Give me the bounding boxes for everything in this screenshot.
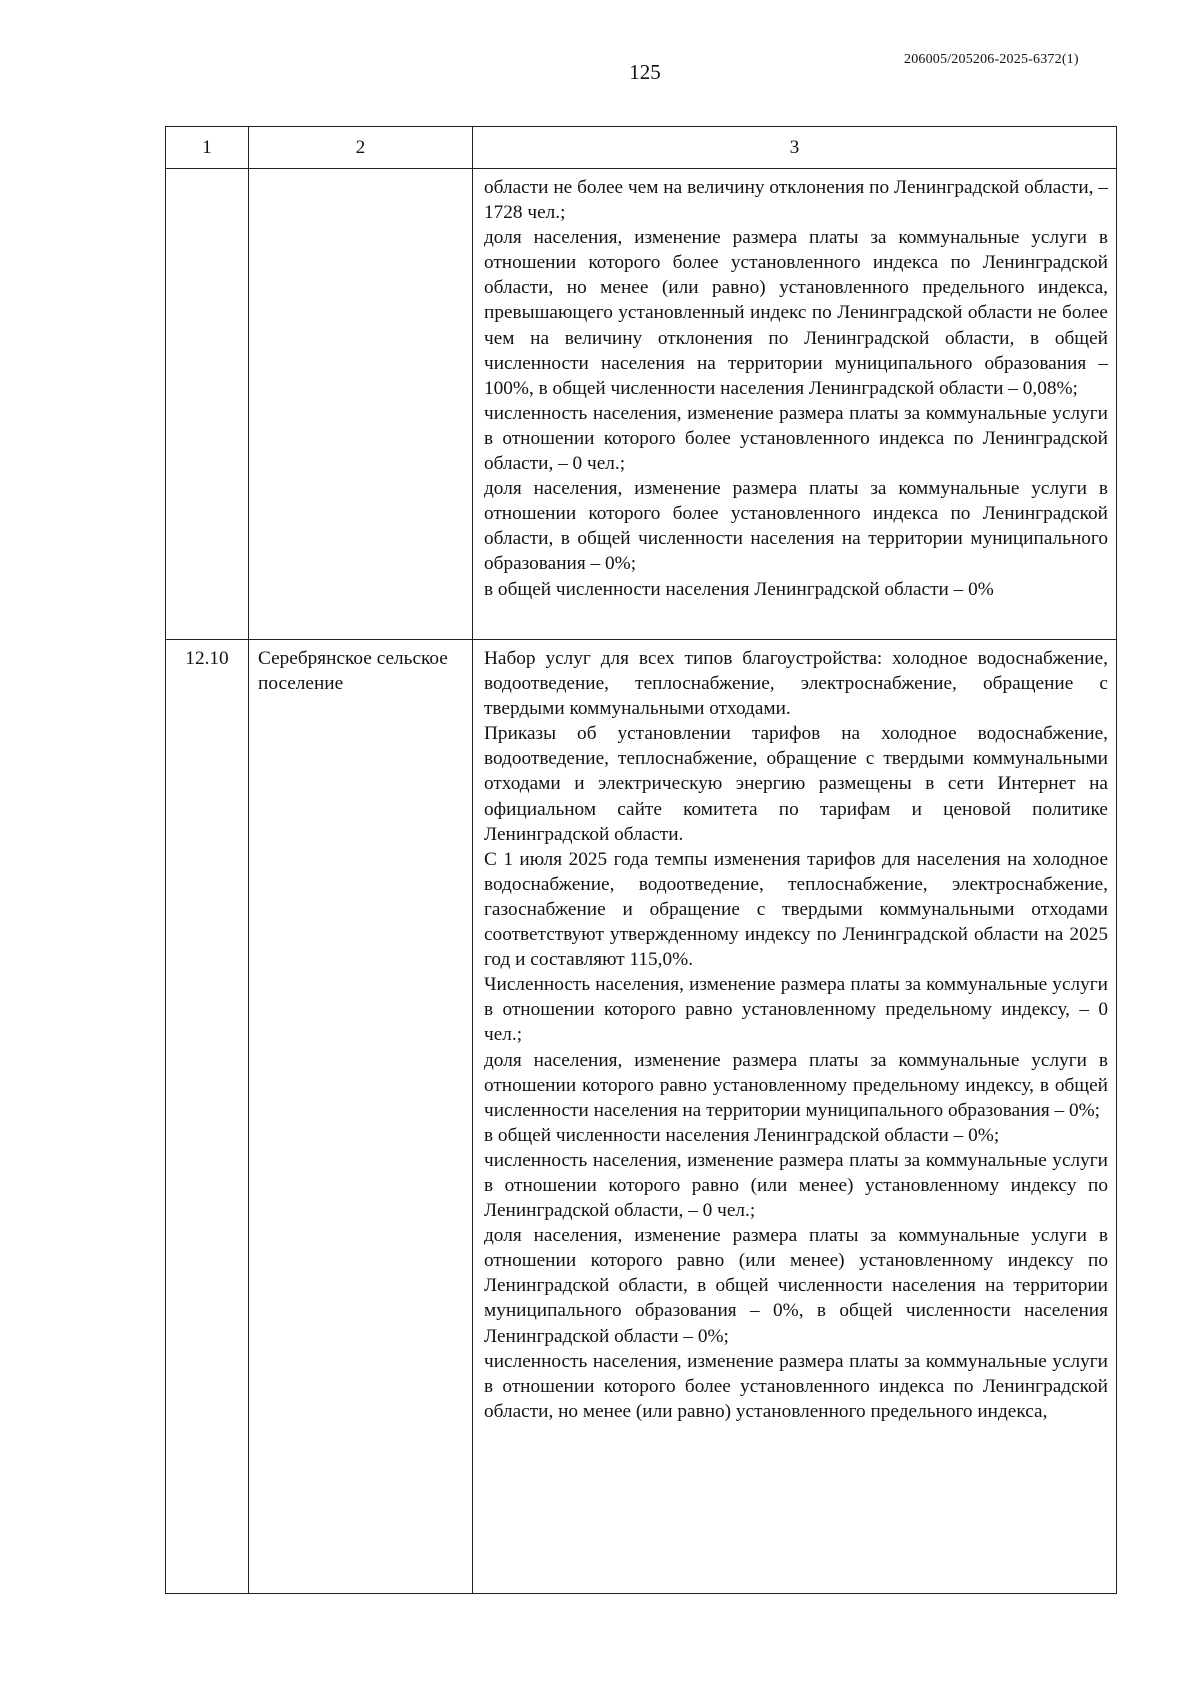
paragraph: доля населения, изменение размера платы за коммунальные услуги в отношении которого более установленного индекса по Ленинградской области, но менее (или равно) установленного предельного индекса, превышающего установленный индекс по Ленинградской области не более чем на величину отклонения по Ленинградской области, в общей численности населения на территории муниципального образования – 100%, в общей численности населения Ленинградской области – 0,08%; bbox=[484, 227, 1108, 399]
column-header-3: 3 bbox=[473, 127, 1117, 169]
paragraph: доля населения, изменение размера платы за коммунальные услуги в отношении которого более установленного индекса по Ленинградской области, в общей численности населения на территории муниципального образования – 0%; bbox=[484, 478, 1108, 575]
table-row bbox=[166, 640, 1117, 1594]
paragraph: численность населения, изменение размера платы за коммунальные услуги в отношении которого более установленного индекса по Ленинградской области, – 0 чел.; bbox=[484, 402, 1108, 475]
settlement-name-cell bbox=[249, 169, 473, 640]
column-header-2: 2 bbox=[249, 127, 473, 169]
column-header-1: 1 bbox=[166, 127, 249, 169]
settlement-name-cell: Серебрянское сельское поселение bbox=[249, 640, 473, 1594]
row-number-cell: 12.10 bbox=[166, 640, 249, 1594]
row-number-cell bbox=[166, 169, 249, 640]
paragraph: в общей численности населения Ленинградской области – 0%; bbox=[484, 1124, 1000, 1146]
paragraph: Набор услуг для всех типов благоустройства: холодное водоснабжение, водоотведение, теплоснабжение, электроснабжение, обращение с твердыми коммунальными отходами. bbox=[484, 648, 1108, 720]
description-cell bbox=[473, 640, 1117, 1594]
description-cell bbox=[473, 169, 1117, 640]
table-row bbox=[166, 169, 1117, 640]
paragraph: доля населения, изменение размера платы за коммунальные услуги в отношении которого равно (или менее) установленному индексу по Ленинградской области, в общей численности населения на территории муниципального образования – 0%, в общей численности населения Ленинградской области – 0%; bbox=[484, 1225, 1108, 1347]
page-number: 125 bbox=[629, 60, 661, 84]
paragraph: в общей численности населения Ленинградской области – 0% bbox=[484, 578, 994, 600]
table-header-row bbox=[166, 127, 1117, 169]
paragraph: области не более чем на величину отклонения по Ленинградской области, – 1728 чел.; bbox=[484, 177, 1108, 224]
paragraph: Приказы об установлении тарифов на холодное водоснабжение, водоотведение, теплоснабжение, обращение с твердыми коммунальными отходами и электрическую энергию размещены в сети Интернет на официальном сайте комитета по тарифам и ценовой политике Ленинградской области. bbox=[484, 723, 1108, 845]
paragraph: С 1 июля 2025 года темпы изменения тарифов для населения на холодное водоснабжение, водоотведение, теплоснабжение, электроснабжение, газоснабжение и обращение с твердыми коммунальными отходами соответствуют утвержденному индексу по Ленинградской области на 2025 год и составляют 115,0%. bbox=[484, 848, 1108, 971]
document-code: 206005/205206-2025-6372(1) bbox=[904, 52, 1079, 67]
paragraph: численность населения, изменение размера платы за коммунальные услуги в отношении которого равно (или менее) установленному индексу по Ленинградской области, – 0 чел.; bbox=[484, 1149, 1108, 1222]
data-table bbox=[165, 126, 1117, 1594]
paragraph: доля населения, изменение размера платы за коммунальные услуги в отношении которого равно установленному предельному индексу, в общей численности населения на территории муниципального образования – 0%; bbox=[484, 1049, 1108, 1121]
paragraph: Численность населения, изменение размера платы за коммунальные услуги в отношении которого равно установленному предельному индексу, – 0 чел.; bbox=[484, 974, 1108, 1046]
paragraph: численность населения, изменение размера платы за коммунальные услуги в отношении которого более установленного индекса по Ленинградской области, но менее (или равно) установленного предельного индекса, bbox=[484, 1350, 1108, 1422]
